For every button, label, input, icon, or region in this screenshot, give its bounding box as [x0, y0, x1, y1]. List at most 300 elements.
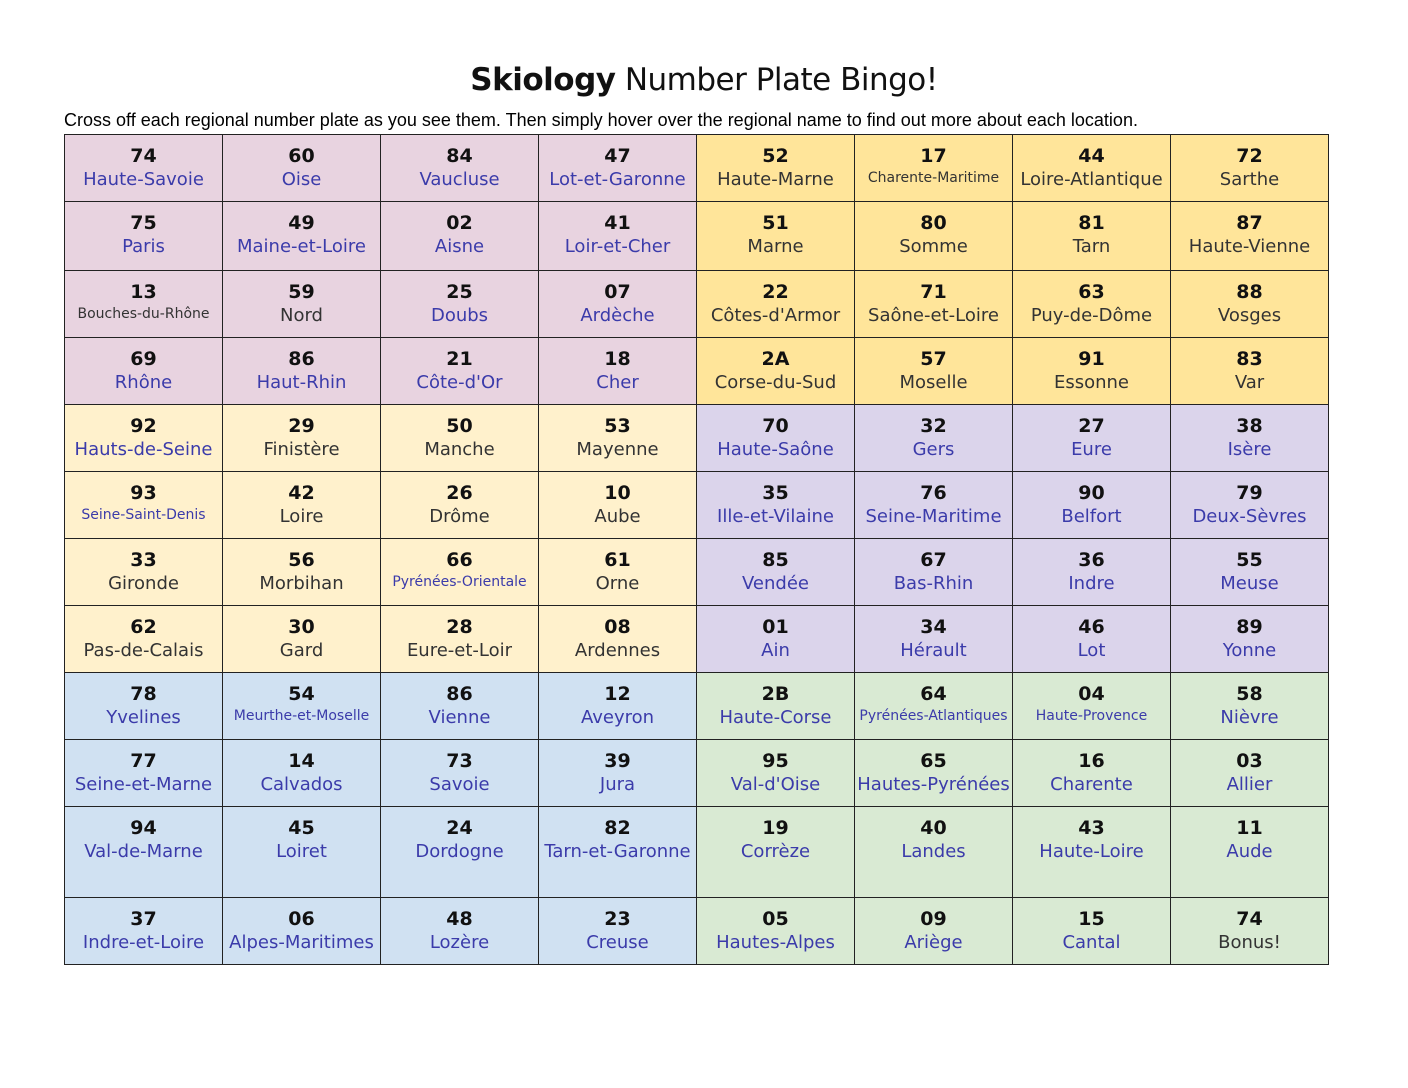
- plate-number: 23: [604, 908, 631, 930]
- bingo-row: [65, 606, 1329, 673]
- region-name: Puy-de-Dôme: [1030, 305, 1153, 326]
- bingo-cell[interactable]: [381, 472, 539, 539]
- region-name-link[interactable]: Yonne: [1222, 640, 1277, 661]
- region-name-link[interactable]: Vienne: [428, 707, 491, 728]
- bingo-cell[interactable]: [855, 271, 1013, 338]
- region-name: Morbihan: [259, 573, 344, 594]
- region-name-link[interactable]: Aveyron: [580, 707, 655, 728]
- bingo-cell[interactable]: [697, 135, 855, 202]
- bingo-cell[interactable]: [697, 898, 855, 965]
- region-name: Marne: [747, 236, 804, 257]
- plate-number: 11: [1236, 817, 1263, 839]
- bingo-cell[interactable]: [855, 135, 1013, 202]
- region-name-link[interactable]: Val-d'Oise: [730, 774, 821, 795]
- region-name-link[interactable]: Creuse: [586, 932, 649, 953]
- region-name-link[interactable]: Jura: [599, 774, 636, 795]
- bingo-cell[interactable]: [223, 898, 381, 965]
- bingo-cell[interactable]: [65, 135, 223, 202]
- plate-number: 49: [288, 212, 315, 234]
- region-name: Loire: [279, 506, 324, 527]
- region-name: Essonne: [1053, 372, 1130, 393]
- bingo-cell[interactable]: [539, 898, 697, 965]
- bingo-cell[interactable]: [223, 135, 381, 202]
- bingo-cell[interactable]: [381, 606, 539, 673]
- region-name: Var: [1234, 372, 1265, 393]
- bingo-cell[interactable]: [1171, 807, 1329, 898]
- plate-number: 10: [604, 482, 631, 504]
- bingo-cell[interactable]: [855, 673, 1013, 740]
- region-name: Vosges: [1217, 305, 1282, 326]
- plate-number: 05: [762, 908, 789, 930]
- plate-number: 14: [288, 750, 315, 772]
- plate-number: 01: [762, 616, 789, 638]
- region-name-link[interactable]: Haut-Rhin: [256, 372, 347, 393]
- region-name-link[interactable]: Haute-Loire: [1039, 841, 1144, 862]
- plate-number: 72: [1236, 145, 1263, 167]
- plate-number: 16: [1078, 750, 1105, 772]
- region-name-link[interactable]: Charente: [1050, 774, 1133, 795]
- region-name: Moselle: [899, 372, 968, 393]
- region-name-link[interactable]: Rhône: [114, 372, 173, 393]
- plate-number: 91: [1078, 348, 1105, 370]
- bingo-cell[interactable]: [1171, 338, 1329, 405]
- bingo-cell[interactable]: [697, 338, 855, 405]
- bingo-cell[interactable]: [65, 807, 223, 898]
- bingo-row: [65, 135, 1329, 202]
- bingo-cell[interactable]: [697, 271, 855, 338]
- bingo-cell[interactable]: [855, 405, 1013, 472]
- bingo-cell[interactable]: [1171, 898, 1329, 965]
- page-title: [0, 62, 1408, 98]
- bingo-row: [65, 898, 1329, 965]
- plate-number: 13: [130, 281, 157, 303]
- region-name-link[interactable]: Hautes-Alpes: [716, 932, 835, 953]
- plate-number: 09: [920, 908, 947, 930]
- bingo-cell[interactable]: [65, 271, 223, 338]
- plate-number: 87: [1236, 212, 1263, 234]
- plate-number: 79: [1236, 482, 1263, 504]
- bingo-grid: [64, 134, 1329, 965]
- region-name-link[interactable]: Gers: [912, 439, 955, 460]
- bingo-cell[interactable]: [697, 405, 855, 472]
- region-name-link[interactable]: Ardèche: [580, 305, 655, 326]
- plate-number: 83: [1236, 348, 1263, 370]
- region-name: Aube: [594, 506, 641, 527]
- bingo-cell[interactable]: [65, 202, 223, 271]
- bingo-cell[interactable]: [697, 807, 855, 898]
- region-name-link[interactable]: Eure: [1071, 439, 1112, 460]
- region-name-link[interactable]: Yvelines: [106, 707, 181, 728]
- region-name: Côtes-d'Armor: [710, 305, 841, 326]
- region-name-link[interactable]: Ain: [761, 640, 790, 661]
- plate-number: 41: [604, 212, 631, 234]
- plate-number: 46: [1078, 616, 1105, 638]
- bingo-cell[interactable]: [697, 673, 855, 740]
- region-name-link[interactable]: Ariège: [904, 932, 963, 953]
- region-name-link[interactable]: Loir-et-Cher: [564, 236, 671, 257]
- bingo-cell[interactable]: [697, 740, 855, 807]
- bingo-cell[interactable]: [223, 405, 381, 472]
- plate-number: 35: [762, 482, 789, 504]
- bingo-cell[interactable]: [1013, 898, 1171, 965]
- plate-number: 34: [920, 616, 947, 638]
- bingo-cell[interactable]: [223, 202, 381, 271]
- plate-number: 29: [288, 415, 315, 437]
- plate-number: 36: [1078, 549, 1105, 571]
- plate-number: 74: [130, 145, 157, 167]
- plate-number: 76: [920, 482, 947, 504]
- plate-number: 38: [1236, 415, 1263, 437]
- plate-number: 61: [604, 549, 631, 571]
- bingo-cell[interactable]: [1013, 202, 1171, 271]
- region-name-link[interactable]: Dordogne: [415, 841, 504, 862]
- bingo-row: [65, 338, 1329, 405]
- plate-number: 44: [1078, 145, 1105, 167]
- region-name: Pas-de-Calais: [83, 640, 204, 661]
- plate-number: 66: [446, 549, 473, 571]
- region-name: Manche: [424, 439, 495, 460]
- bingo-cell[interactable]: [1013, 271, 1171, 338]
- region-name-link[interactable]: Indre: [1068, 573, 1115, 594]
- region-name: Corse-du-Sud: [714, 372, 837, 393]
- region-name-link[interactable]: Loiret: [276, 841, 327, 862]
- bingo-cell[interactable]: [1013, 135, 1171, 202]
- region-name-link[interactable]: Lot: [1077, 640, 1106, 661]
- region-name-link[interactable]: Haute-Saône: [717, 439, 834, 460]
- bingo-cell[interactable]: [855, 740, 1013, 807]
- plate-number: 77: [130, 750, 157, 772]
- plate-number: 03: [1236, 750, 1263, 772]
- plate-number: 64: [920, 683, 947, 705]
- region-name: Haute-Vienne: [1188, 236, 1311, 257]
- region-name-link[interactable]: Pyrénées-Orientale: [392, 574, 527, 590]
- plate-number: 06: [288, 908, 315, 930]
- bingo-cell[interactable]: [381, 202, 539, 271]
- plate-number: 59: [288, 281, 315, 303]
- bingo-cell[interactable]: [65, 606, 223, 673]
- region-name-link[interactable]: Doubs: [430, 305, 489, 326]
- bingo-cell[interactable]: [65, 405, 223, 472]
- plate-number: 42: [288, 482, 315, 504]
- plate-number: 90: [1078, 482, 1105, 504]
- region-name-link[interactable]: Maine-et-Loire: [237, 236, 366, 257]
- bingo-cell[interactable]: [1171, 740, 1329, 807]
- plate-number: 27: [1078, 415, 1105, 437]
- region-name-link[interactable]: Vendée: [742, 573, 809, 594]
- plate-number: 30: [288, 616, 315, 638]
- bingo-cell[interactable]: [697, 472, 855, 539]
- region-name-link[interactable]: Corrèze: [740, 841, 811, 862]
- bingo-cell[interactable]: [223, 807, 381, 898]
- bingo-cell[interactable]: [697, 202, 855, 271]
- plate-number: 2B: [761, 683, 790, 705]
- region-name-link[interactable]: Lot-et-Garonne: [549, 169, 686, 190]
- bingo-cell[interactable]: [381, 338, 539, 405]
- plate-number: 58: [1236, 683, 1263, 705]
- bingo-cell[interactable]: [1171, 135, 1329, 202]
- bingo-cell[interactable]: [1171, 673, 1329, 740]
- plate-number: 32: [920, 415, 947, 437]
- region-name-link[interactable]: Seine-Saint-Denis: [81, 507, 206, 523]
- region-name-link[interactable]: Aude: [1226, 841, 1273, 862]
- plate-number: 74: [1236, 908, 1263, 930]
- bingo-cell[interactable]: [381, 135, 539, 202]
- bingo-cell[interactable]: [65, 539, 223, 606]
- bingo-cell[interactable]: [381, 271, 539, 338]
- bingo-cell[interactable]: [1013, 338, 1171, 405]
- region-name-link[interactable]: Hérault: [900, 640, 967, 661]
- plate-number: 37: [130, 908, 157, 930]
- region-name-link[interactable]: Hautes-Pyrénées: [857, 774, 1010, 795]
- plate-number: 33: [130, 549, 157, 571]
- plate-number: 67: [920, 549, 947, 571]
- bingo-cell[interactable]: [1171, 271, 1329, 338]
- region-name-link[interactable]: Lozère: [429, 932, 490, 953]
- plate-number: 04: [1078, 683, 1105, 705]
- plate-number: 15: [1078, 908, 1105, 930]
- bingo-cell[interactable]: [855, 807, 1013, 898]
- bingo-cell[interactable]: [697, 539, 855, 606]
- bingo-cell[interactable]: [539, 135, 697, 202]
- region-name-link[interactable]: Vaucluse: [419, 169, 500, 190]
- bingo-cell[interactable]: [855, 338, 1013, 405]
- region-name-link[interactable]: Belfort: [1061, 506, 1122, 527]
- plate-number: 65: [920, 750, 947, 772]
- region-name-link[interactable]: Val-de-Marne: [84, 841, 203, 862]
- bingo-row: [65, 405, 1329, 472]
- plate-number: 17: [920, 145, 947, 167]
- region-name: Mayenne: [576, 439, 659, 460]
- bingo-cell[interactable]: [381, 673, 539, 740]
- bingo-cell[interactable]: [223, 673, 381, 740]
- region-name-link[interactable]: Pyrénées-Atlantiques: [859, 708, 1008, 724]
- plate-number: 51: [762, 212, 789, 234]
- plate-number: 95: [762, 750, 789, 772]
- region-name: Gironde: [108, 573, 179, 594]
- region-name-link[interactable]: Landes: [901, 841, 966, 862]
- bingo-cell[interactable]: [539, 271, 697, 338]
- bingo-cell[interactable]: [1013, 472, 1171, 539]
- bingo-cell[interactable]: [539, 338, 697, 405]
- title-brand: Skiology: [470, 62, 616, 98]
- region-name: Haute-Marne: [717, 169, 834, 190]
- plate-number: 75: [130, 212, 157, 234]
- plate-number: 19: [762, 817, 789, 839]
- bingo-cell[interactable]: [223, 539, 381, 606]
- region-name: Orne: [595, 573, 640, 594]
- plate-number: 26: [446, 482, 473, 504]
- region-name: Tarn: [1072, 236, 1111, 257]
- region-name: Charente-Maritime: [867, 170, 1000, 186]
- bingo-cell[interactable]: [381, 740, 539, 807]
- plate-number: 85: [762, 549, 789, 571]
- bingo-cell[interactable]: [539, 673, 697, 740]
- plate-number: 12: [604, 683, 631, 705]
- region-name: Nord: [280, 305, 323, 326]
- region-name-link[interactable]: Bas-Rhin: [893, 573, 974, 594]
- plate-number: 48: [446, 908, 473, 930]
- bingo-cell[interactable]: [381, 405, 539, 472]
- region-name: Finistère: [263, 439, 340, 460]
- region-name-link[interactable]: Ille-et-Vilaine: [717, 506, 834, 527]
- bingo-cell[interactable]: [1013, 740, 1171, 807]
- plate-number: 56: [288, 549, 315, 571]
- bingo-cell[interactable]: [1013, 606, 1171, 673]
- plate-number: 43: [1078, 817, 1105, 839]
- plate-number: 73: [446, 750, 473, 772]
- region-name-link[interactable]: Haute-Corse: [719, 707, 832, 728]
- region-name: Sarthe: [1219, 169, 1280, 190]
- bingo-cell[interactable]: [697, 606, 855, 673]
- region-name-link[interactable]: Meuse: [1220, 573, 1279, 594]
- bingo-cell[interactable]: [1013, 807, 1171, 898]
- plate-number: 22: [762, 281, 789, 303]
- bingo-row: [65, 807, 1329, 898]
- plate-number: 57: [920, 348, 947, 370]
- region-name-link[interactable]: Aisne: [434, 236, 485, 257]
- plate-number: 70: [762, 415, 789, 437]
- region-name-link[interactable]: Indre-et-Loire: [82, 932, 205, 953]
- bingo-cell[interactable]: [855, 606, 1013, 673]
- bingo-cell[interactable]: [539, 405, 697, 472]
- bingo-cell[interactable]: [65, 898, 223, 965]
- plate-number: 69: [130, 348, 157, 370]
- bingo-cell[interactable]: [1171, 606, 1329, 673]
- region-name-link[interactable]: Calvados: [260, 774, 343, 795]
- region-name-link[interactable]: Seine-Maritime: [865, 506, 1002, 527]
- region-name-link[interactable]: Nièvre: [1220, 707, 1279, 728]
- bingo-row: [65, 539, 1329, 606]
- region-name-link[interactable]: Savoie: [429, 774, 490, 795]
- plate-number: 28: [446, 616, 473, 638]
- bingo-cell[interactable]: [1013, 673, 1171, 740]
- bingo-cell[interactable]: [539, 740, 697, 807]
- bingo-cell[interactable]: [539, 807, 697, 898]
- bingo-cell[interactable]: [65, 338, 223, 405]
- plate-number: 08: [604, 616, 631, 638]
- bingo-row: [65, 673, 1329, 740]
- region-name: Saône-et-Loire: [868, 305, 999, 326]
- plate-number: 78: [130, 683, 157, 705]
- bingo-cell[interactable]: [539, 202, 697, 271]
- plate-number: 52: [762, 145, 789, 167]
- plate-number: 62: [130, 616, 157, 638]
- title-rest: Number Plate Bingo!: [615, 62, 938, 98]
- plate-number: 94: [130, 817, 157, 839]
- plate-number: 47: [604, 145, 631, 167]
- bingo-cell[interactable]: [1171, 202, 1329, 271]
- bingo-cell[interactable]: [1171, 539, 1329, 606]
- plate-number: 55: [1236, 549, 1263, 571]
- bingo-cell[interactable]: [855, 539, 1013, 606]
- bingo-cell[interactable]: [539, 606, 697, 673]
- plate-number: 54: [288, 683, 315, 705]
- region-name: Drôme: [429, 506, 490, 527]
- bingo-row: [65, 271, 1329, 338]
- region-name-link[interactable]: Oise: [281, 169, 322, 190]
- region-name-link[interactable]: Paris: [122, 236, 165, 257]
- plate-number: 40: [920, 817, 947, 839]
- plate-number: 2A: [761, 348, 790, 370]
- plate-number: 45: [288, 817, 315, 839]
- region-name-link[interactable]: Alpes-Maritimes: [229, 932, 374, 953]
- bingo-cell[interactable]: [223, 740, 381, 807]
- bingo-cell[interactable]: [381, 807, 539, 898]
- plate-number: 86: [446, 683, 473, 705]
- bingo-cell[interactable]: [223, 472, 381, 539]
- plate-number: 18: [604, 348, 631, 370]
- plate-number: 07: [604, 281, 631, 303]
- plate-number: 02: [446, 212, 473, 234]
- plate-number: 88: [1236, 281, 1263, 303]
- bingo-cell[interactable]: [1013, 539, 1171, 606]
- bingo-cell[interactable]: [381, 898, 539, 965]
- bingo-cell[interactable]: [381, 539, 539, 606]
- bingo-cell[interactable]: [855, 898, 1013, 965]
- bingo-row: [65, 740, 1329, 807]
- plate-number: 71: [920, 281, 947, 303]
- region-name-link[interactable]: Seine-et-Marne: [74, 774, 213, 795]
- region-name-link[interactable]: Cher: [596, 372, 639, 393]
- plate-number: 81: [1078, 212, 1105, 234]
- region-name: Somme: [899, 236, 968, 257]
- plate-number: 93: [130, 482, 157, 504]
- bingo-cell[interactable]: [223, 606, 381, 673]
- plate-number: 21: [446, 348, 473, 370]
- bingo-cell[interactable]: [223, 271, 381, 338]
- bingo-cell[interactable]: [1013, 405, 1171, 472]
- bingo-cell[interactable]: [1171, 472, 1329, 539]
- region-name-link[interactable]: Haute-Savoie: [83, 169, 204, 190]
- region-name: Loire-Atlantique: [1020, 169, 1163, 190]
- bingo-cell[interactable]: [539, 472, 697, 539]
- bingo-cell[interactable]: [65, 472, 223, 539]
- plate-number: 39: [604, 750, 631, 772]
- region-name-link[interactable]: Tarn-et-Garonne: [544, 841, 691, 862]
- region-name: Bouches-du-Rhône: [77, 306, 210, 322]
- plate-number: 92: [130, 415, 157, 437]
- plate-number: 84: [446, 145, 473, 167]
- plate-number: 25: [446, 281, 473, 303]
- region-name-link[interactable]: Meurthe-et-Moselle: [233, 708, 370, 724]
- bingo-cell[interactable]: [539, 539, 697, 606]
- plate-number: 89: [1236, 616, 1263, 638]
- region-name-link[interactable]: Allier: [1226, 774, 1273, 795]
- bingo-cell[interactable]: [223, 338, 381, 405]
- plate-number: 53: [604, 415, 631, 437]
- bingo-cell[interactable]: [855, 202, 1013, 271]
- plate-number: 60: [288, 145, 315, 167]
- instructions-text: Cross off each regional number plate as you see them. Then simply hover over the regional name to find out more about each location.: [64, 110, 1138, 130]
- region-name-link[interactable]: Cantal: [1062, 932, 1121, 953]
- bingo-row: [65, 472, 1329, 539]
- bingo-cell[interactable]: [855, 472, 1013, 539]
- region-name: Bonus!: [1218, 932, 1281, 953]
- region-name: Gard: [279, 640, 324, 661]
- region-name-link[interactable]: Haute-Provence: [1035, 708, 1148, 724]
- bingo-cell[interactable]: [65, 673, 223, 740]
- plate-number: 24: [446, 817, 473, 839]
- plate-number: 80: [920, 212, 947, 234]
- bingo-row: [65, 202, 1329, 271]
- region-name-link[interactable]: Hauts-de-Seine: [74, 439, 213, 460]
- region-name-link[interactable]: Côte-d'Or: [416, 372, 503, 393]
- bingo-cell[interactable]: [65, 740, 223, 807]
- region-name-link[interactable]: Deux-Sèvres: [1192, 506, 1307, 527]
- region-name-link[interactable]: Isère: [1227, 439, 1272, 460]
- plate-number: 86: [288, 348, 315, 370]
- bingo-cell[interactable]: [1171, 405, 1329, 472]
